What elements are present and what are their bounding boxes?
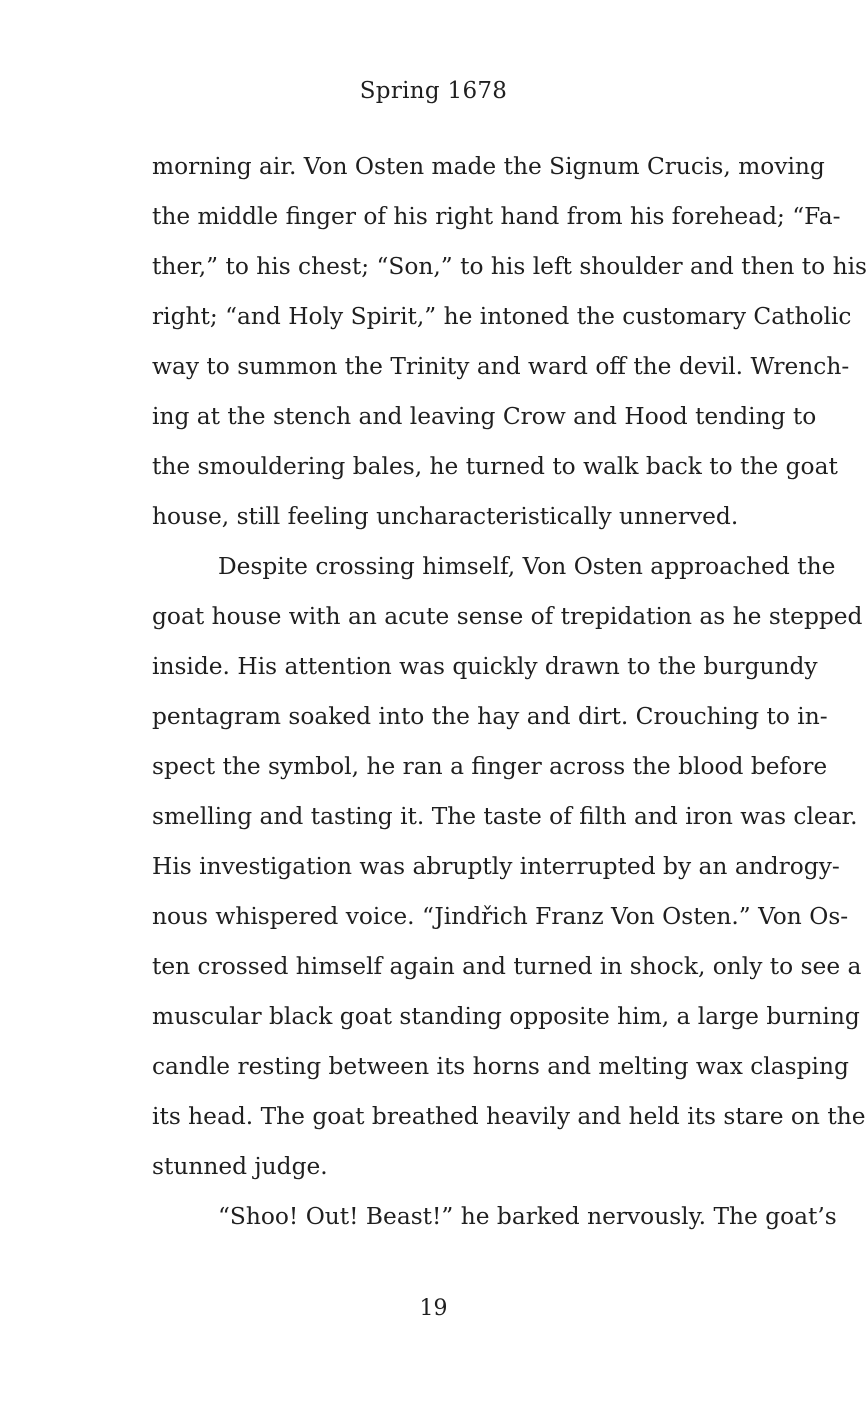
text-line: candle resting between its horns and melting wax clasping xyxy=(152,1053,849,1080)
text-line: stunned judge. xyxy=(152,1153,328,1180)
text-line: ther,” to his chest; “Son,” to his left shoulder and then to his xyxy=(152,253,867,280)
text-line: the smouldering bales, he turned to walk back to the goat xyxy=(152,453,838,480)
text-line: nous whispered voice. “Jindřich Franz Von Osten.” Von Os- xyxy=(152,903,849,930)
paragraph-start-line: Despite crossing himself, Von Osten approached the xyxy=(218,553,836,580)
text-line: morning air. Von Osten made the Signum Crucis, moving xyxy=(152,153,825,180)
body-text xyxy=(152,142,867,1242)
running-head: Spring 1678 xyxy=(359,78,508,104)
text-line: the middle finger of his right hand from his forehead; “Fa- xyxy=(152,203,841,230)
text-line: right; “and Holy Spirit,” he intoned the customary Catholic xyxy=(152,303,852,330)
text-line: smelling and tasting it. The taste of filth and iron was clear. xyxy=(152,803,858,830)
text-line: spect the symbol, he ran a finger across the blood before xyxy=(152,753,828,780)
paragraph-start-line: “Shoo! Out! Beast!” he barked nervously. The goat’s xyxy=(218,1203,837,1230)
text-line: inside. His attention was quickly drawn to the burgundy xyxy=(152,653,818,680)
text-line: ing at the stench and leaving Crow and Hood tending to xyxy=(152,403,817,430)
text-line: muscular black goat standing opposite him, a large burning xyxy=(152,1003,860,1030)
text-line: house, still feeling uncharacteristically unnerved. xyxy=(152,503,739,530)
text-line: way to summon the Trinity and ward off the devil. Wrench- xyxy=(152,353,850,380)
page-number: 19 xyxy=(419,1296,448,1321)
text-line: pentagram soaked into the hay and dirt. Crouching to in- xyxy=(152,703,828,730)
text-line: ten crossed himself again and turned in shock, only to see a xyxy=(152,953,862,980)
text-line: its head. The goat breathed heavily and held its stare on the xyxy=(152,1103,866,1130)
text-line: goat house with an acute sense of trepidation as he stepped xyxy=(152,603,863,630)
text-line: His investigation was abruptly interrupted by an androgy- xyxy=(152,853,840,880)
